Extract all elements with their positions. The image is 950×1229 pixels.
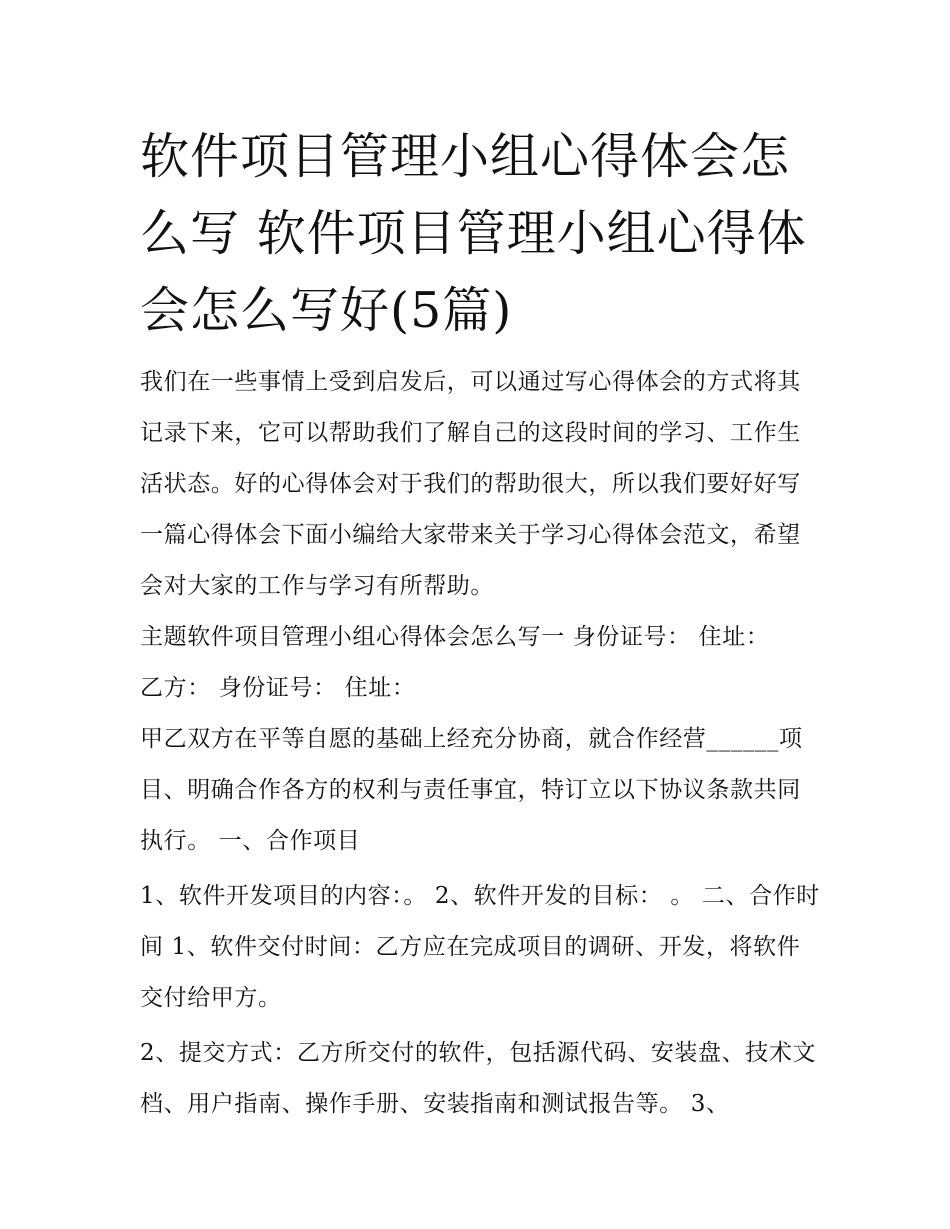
document-title: 软件项目管理小组心得体会怎么写 软件项目管理小组心得体会怎么写好(5篇) <box>140 128 807 339</box>
agreement-paragraph: 甲乙双方在平等自愿的基础上经充分协商，就合作经营______项目、明确合作各方的权利与责任事宜，特订立以下协议条款共同执行。 一、合作项目 <box>140 726 803 854</box>
party-b-line: 乙方： 身份证号： 住址： <box>140 675 416 701</box>
delivery-method-paragraph: 2、提交方式：乙方所交付的软件，包括源代码、安装盘、技术文档、用户指南、操作手册、安装指南和测试报告等。 3、 <box>140 1040 817 1117</box>
party-a-line: 主题软件项目管理小组心得体会怎么写一 身份证号： 住址： <box>140 624 770 650</box>
project-content-paragraph: 1、软件开发项目的内容：。 2、软件开发的目标： 。 二、合作时间 1、软件交付时间：乙方应在完成项目的调研、开发，将软件交付给甲方。 <box>140 883 820 1011</box>
intro-paragraph: 我们在一些事情上受到启发后，可以通过写心得体会的方式将其记录下来，它可以帮助我们了解自己的这段时间的学习、工作生活状态。好的心得体会对于我们的帮助很大，所以我们要好好写一篇心得体会下面小编给大家带来关于学习心得体会范文，希望会对大家的工作与学习有所帮助。 <box>140 369 801 599</box>
document-page <box>140 118 820 1130</box>
